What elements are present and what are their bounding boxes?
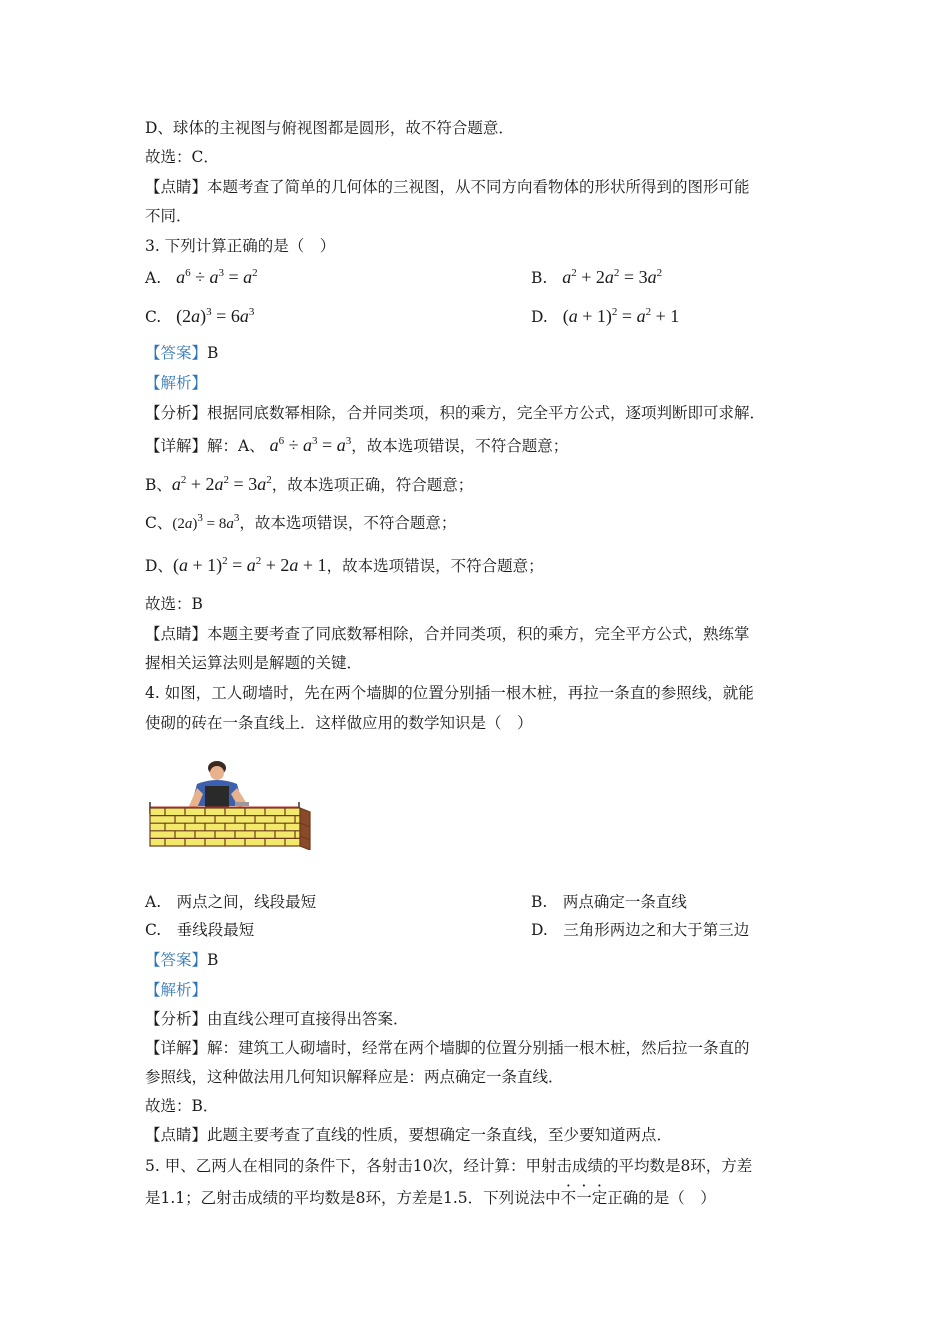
question-4-line1: 4. 如图，工人砌墙时，先在两个墙脚的位置分别插一根木桩，再拉一条直的参照线，就能 <box>145 684 754 702</box>
xiangjie-a-suffix: ，故本选项错误，不符合题意； <box>351 437 569 455</box>
worker-illustration <box>189 761 249 808</box>
q4-option-b: B. 两点确定一条直线 <box>531 893 687 911</box>
line-d-conclusion: D、球体的主视图与俯视图都是圆形，故不符合题意． <box>145 119 514 137</box>
q5-text-a: 是1.1；乙射击成绩的平均数是8环，方差是1.5．下列说法中 <box>145 1189 561 1207</box>
answer-value: B <box>207 951 219 969</box>
q3-fenxi <box>145 402 765 424</box>
tag-fenxi: 【分析】 <box>145 1010 208 1028</box>
line-dianjing <box>145 176 750 198</box>
q3-choice: 故选：B <box>145 595 203 613</box>
dianjing-text: 本题主要考查了同底数幂相除，合并同类项，积的乘方，完全平方公式，熟练掌 <box>207 625 750 643</box>
q4-xiangjie <box>145 1037 750 1059</box>
emphasis-char: 一 <box>576 1189 592 1207</box>
tag-xiangjie: 【详解】 <box>145 1039 208 1057</box>
xiangjie-a-prefix: 解：A、 <box>207 437 265 455</box>
question-4-line2: 使砌的砖在一条直线上．这样做应用的数学知识是（ ） <box>145 714 533 732</box>
tag-xiangjie: 【详解】 <box>145 437 208 455</box>
q3-answer <box>145 342 218 364</box>
q5-text-b: 正确的是（ ） <box>607 1189 716 1207</box>
tag-dianjing: 【点睛】 <box>145 625 208 643</box>
xiangjie-b-suffix: ，故本选项正确，符合题意； <box>271 476 474 494</box>
emphasis-char: 定 <box>591 1189 608 1207</box>
dianjing-text: 此题主要考查了直线的性质，要想确定一条直线，至少要知道两点． <box>207 1126 673 1144</box>
emphasis-char: 不 <box>560 1189 577 1207</box>
q4-jiexi: 【解析】 <box>145 981 208 999</box>
q3-xiangjie-b: B、$a^2 + 2a^2 = 3a^2$，故本选项正确，符合题意； <box>145 474 474 494</box>
tag-answer: 【答案】 <box>145 951 208 969</box>
q3-xiangjie-c: C、$(2a)^3 = 8a^3$，故本选项错误，不符合题意； <box>145 512 457 532</box>
bricklayer-wall-figure <box>147 758 313 850</box>
question-5-line2 <box>145 1187 716 1209</box>
fenxi-text: 根据同底数幂相除，合并同类项，积的乘方，完全平方公式，逐项判断即可求解． <box>207 404 766 422</box>
q4-answer <box>145 949 218 971</box>
xiangjie-c-prefix: C、 <box>145 514 173 532</box>
tag-dianjing: 【点睛】 <box>145 178 208 196</box>
q3-option-d: D. $(a + 1)^2 = a^2 + 1$ <box>531 306 680 326</box>
line-dianjing-cont: 不同． <box>145 207 192 225</box>
q3-dianjing-cont: 握相关运算法则是解题的关键． <box>145 654 363 672</box>
q4-option-c: C. 垂线段最短 <box>145 921 255 939</box>
answer-value: B <box>207 344 219 362</box>
q3-xiangjie-a: 【详解】解：A、 $a^6 \div a^3 = a^3$，故本选项错误，不符合题意； <box>145 435 569 455</box>
tag-answer: 【答案】 <box>145 344 208 362</box>
q4-option-d: D. 三角形两边之和大于第三边 <box>531 921 750 939</box>
brick-wall <box>150 808 310 850</box>
option-label: D. <box>531 308 548 326</box>
xiangjie-b-prefix: B、 <box>145 476 172 494</box>
fenxi-text: 由直线公理可直接得出答案． <box>207 1010 409 1028</box>
q4-xiangjie-cont: 参照线，这种做法用几何知识解释应是：两点确定一条直线． <box>145 1068 564 1086</box>
xiangjie-c-suffix: ，故本选项错误，不符合题意； <box>239 514 457 532</box>
xiangjie-d-prefix: D、 <box>145 557 173 575</box>
q3-option-b: B. $a^2 + 2a^2 = 3a^2$ <box>531 267 663 287</box>
tag-fenxi: 【分析】 <box>145 404 208 422</box>
tag-dianjing: 【点睛】 <box>145 1126 208 1144</box>
option-label: A. <box>145 269 162 287</box>
q4-fenxi <box>145 1008 409 1030</box>
q4-option-a: A. 两点之间，线段最短 <box>145 893 317 911</box>
q3-dianjing <box>145 623 750 645</box>
q3-option-c: C. $(2a)^3 = 6a^3$ <box>145 306 255 326</box>
q3-xiangjie-d: D、$(a + 1)^2 = a^2 + 2a + 1$，故本选项错误，不符合题意； <box>145 555 544 575</box>
dianjing-text: 本题考查了简单的几何体的三视图，从不同方向看物体的形状所得到的图形可能 <box>207 178 750 196</box>
q3-option-a: A. $a^6 \div a^3 = a^2$ <box>145 267 258 287</box>
xiangjie-d-suffix: ，故本选项错误，不符合题意； <box>326 557 544 575</box>
line-choice: 故选：C． <box>145 148 219 166</box>
q4-dianjing <box>145 1124 672 1146</box>
question-3: 3. 下列计算正确的是（ ） <box>145 237 336 255</box>
question-5-line1: 5. 甲、乙两人在相同的条件下，各射击10次，经计算：甲射击成绩的平均数是8环，方差 <box>145 1157 753 1175</box>
q4-choice: 故选：B． <box>145 1097 219 1115</box>
option-label: B. <box>531 269 548 287</box>
q3-jiexi: 【解析】 <box>145 374 208 392</box>
option-label: C. <box>145 308 162 326</box>
xiangjie-text: 解：建筑工人砌墙时，经常在两个墙脚的位置分别插一根木桩，然后拉一条直的 <box>207 1039 750 1057</box>
